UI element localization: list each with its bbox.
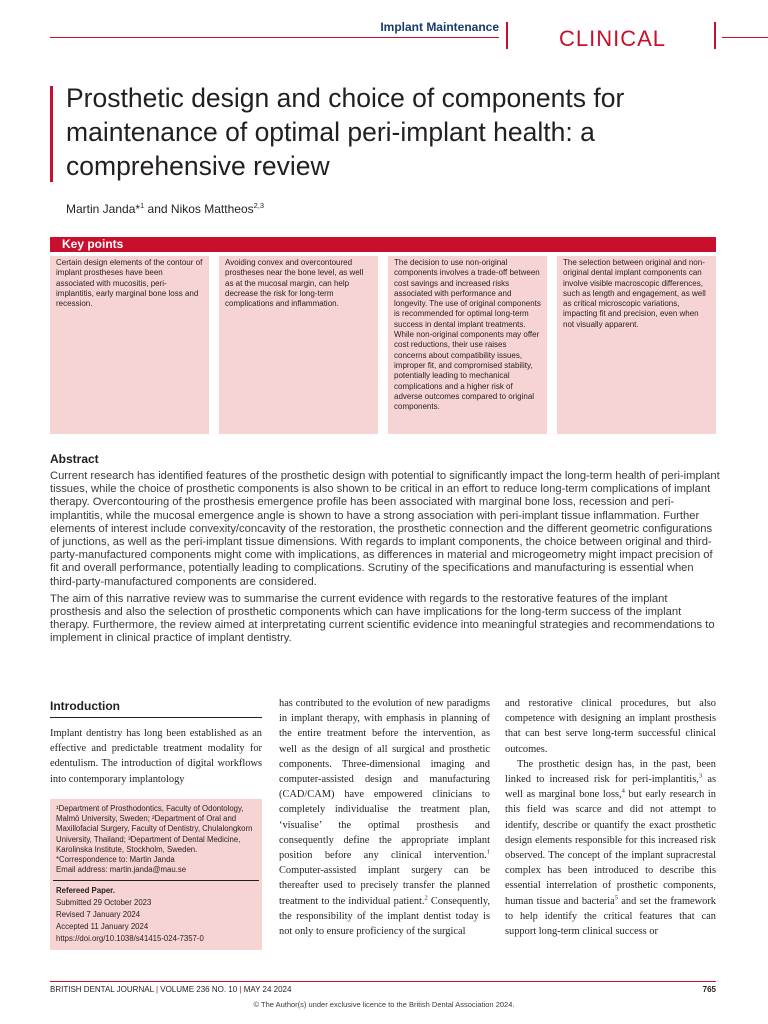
- affiliation-line: Malmö University, Sweden; ²Department of Oral and: [56, 814, 237, 824]
- citation[interactable]: 2: [424, 894, 428, 902]
- key-point: The selection between original and non-original dental implant components can involve visible macroscopic differences, such as length and engagement, as well as critical microscopic variations, impacting fit and precision, even when not visually apparent.: [557, 256, 716, 434]
- header-divider: [506, 22, 508, 49]
- affiliation-line: Maxillofacial Surgery, Faculty of Dentistry, Chulalongkorn: [56, 824, 253, 834]
- body-column-3: [505, 696, 716, 939]
- author-affiliation: 1: [140, 201, 145, 210]
- body-column-1: [50, 726, 262, 787]
- abstract-body: [50, 470, 720, 650]
- affiliation-line: University, Thailand; ³Department of Dental Medicine,: [56, 834, 241, 844]
- footer-rule: [50, 981, 716, 982]
- category-label: CLINICAL: [559, 26, 667, 51]
- key-point: Certain design elements of the contour of implant prostheses have been associated with mucositis, peri-implantitis, early marginal bone loss and recession.: [50, 256, 209, 434]
- journal-footer: BRITISH DENTAL JOURNAL | VOLUME 236 NO. 10 | MAY 24 2024: [50, 985, 292, 994]
- affiliation-line: ¹Department of Prosthodontics, Faculty of Odontology,: [56, 804, 244, 813]
- doi-link[interactable]: https://doi.org/10.1038/s41415-024-7357-0: [56, 934, 204, 943]
- body-paragraph: The prosthetic design has, in the past, been linked to increased risk for peri-implantitis,$^3$ as well as marginal bone loss,$^4$ but early research in this field was scarce and did not attempt to identify, describe or quantify the exact prosthetic design elements responsible for this increased risk observed. The concept of the implant supracrestal complex has been introduced to describe this essential interrelation of prosthetic components, human tissue and bacteria$^5$ and set the framework to help identify the critical features that can support long-term clinical success or: [505, 758, 716, 938]
- copyright-notice: © The Author(s) under exclusive licence to the British Dental Association 2024.: [253, 1000, 515, 1009]
- body-paragraph: Implant dentistry has long been established as an effective and predictable treatment modality for edentulism. The introduction of digital workflows into contemporary implantology: [50, 728, 262, 785]
- affiliations: [56, 804, 260, 875]
- accepted-date: Accepted 11 January 2024: [56, 922, 149, 931]
- citation[interactable]: 5: [614, 894, 618, 902]
- abstract-paragraph: The aim of this narrative review was to summarise the current evidence with regards to the restorative features of the implant prosthesis and also the selection of prosthetic components which can have implications for the long-term success of the implant therapy. Furthermore, the review aimed at interpretating current scientific evidence into meaningful strategies and recommendations to implement in clinical practice of implant dentistry.: [50, 592, 715, 645]
- introduction-rule: [50, 717, 262, 718]
- refereed-label: Refereed Paper.: [56, 886, 115, 895]
- section-label: Implant Maintenance: [380, 20, 499, 34]
- key-point: Avoiding convex and overcontoured prostheses near the bone level, as well as at the mucosal margin, can help decrease the risk for long-term complications and inflammation.: [219, 256, 378, 434]
- introduction-heading: Introduction: [50, 699, 120, 713]
- affiliation-line: Karolinska Institute, Stockholm, Sweden.: [56, 844, 198, 854]
- author-line: [66, 202, 264, 216]
- header-divider-right: [714, 22, 716, 49]
- publication-history: [56, 885, 260, 945]
- abstract-paragraph: Current research has identified features of the prosthetic design with potential to significantly impact the long-term health of peri-implant tissues, while the choice of prosthetic components is also shown to be critical in an effort to reduce long-term complications of implant therapy. Overcontouring of the prosthesis emergence profile has been associated with marginal bone loss, recession and peri-implantitis, while the mucosal emergence angle is shown to have a strong association with peri-implant tissue inflammation. Further elements of interest include convexity/concavity of the restoration, the prosthetic connection and the different geometric configurations of junctions, as well as the peri-implant tissue dimensions. With regards to implant components, the choice between original and third-party-manufactured components might come with implications, as differences in material and microgeometry might impact precision of fit and overall performance, potentially leading to complications. Scrutiny of the specifications and manufacturing is essential when third-party-manufactured components are considered.: [50, 470, 720, 588]
- body-paragraph: and restorative clinical procedures, but also competence with designing an implant prosthesis that can best serve long-term successful clinical outcomes.: [505, 698, 716, 755]
- journal-date: MAY 24 2024: [243, 985, 292, 994]
- citation[interactable]: 4: [621, 787, 625, 795]
- abstract-heading: Abstract: [50, 452, 99, 466]
- citation[interactable]: 3: [698, 772, 703, 780]
- journal-name: BRITISH DENTAL JOURNAL: [50, 985, 154, 994]
- revised-date: Revised 7 January 2024: [56, 910, 141, 919]
- title-accent-bar: [50, 86, 53, 182]
- header-rule-right: [722, 37, 768, 38]
- body-paragraph: has contributed to the evolution of new paradigms in implant therapy, with emphasis in planning of the entire treatment before the intervention, as well as the design of all surgical and prosthetic components. Three-dimensional imaging and computer-assisted design and manufacturing (CAD/CAM) have empowered clinicians to completely individualise the treatment plan, ‘visualise’ the optimal prosthesis and consequently define the appropriate implant position before any clinical intervention.$^1$ Computer-assisted implant surgery can be thereafter used to precisely transfer the planned treatment to the individual patient.$^2$ Consequently, the responsibility of the implant dentist today is not only to ensure proficiency of the surgical: [279, 698, 490, 938]
- body-column-2: [279, 696, 490, 939]
- email-address: Email address: martin.janda@mau.se: [56, 865, 187, 875]
- submitted-date: Submitted 29 October 2023: [56, 898, 152, 907]
- affiliation-rule: [53, 880, 259, 881]
- correspondence: *Correspondence to: Martin Janda: [56, 855, 175, 865]
- author-name: Nikos Mattheos: [170, 202, 254, 216]
- key-point: The decision to use non-original components involves a trade-off between cost savings and increased risks associated with performance and longevity. The use of original components is recommended for optimal long-term success in dental implant treatments. While non-original components may offer cost reductions, their use raises concerns about compatibility issues, improper fit, and compromised stability, potentially leading to mechanical complications and a higher risk of adverse outcomes compared to original components.: [388, 256, 547, 434]
- page-number: 765: [702, 985, 716, 994]
- author-name: Martin Janda*: [66, 202, 141, 216]
- citation[interactable]: 1: [486, 848, 490, 856]
- author-and: and: [144, 202, 171, 216]
- key-points-heading: Key points: [50, 237, 716, 252]
- journal-volume: VOLUME 236 NO. 10: [160, 985, 238, 994]
- header-rule: [50, 37, 499, 38]
- article-title: Prosthetic design and choice of components for maintenance of optimal peri-implant health: a comprehensive review: [66, 83, 625, 181]
- author-affiliation: 2,3: [253, 201, 265, 210]
